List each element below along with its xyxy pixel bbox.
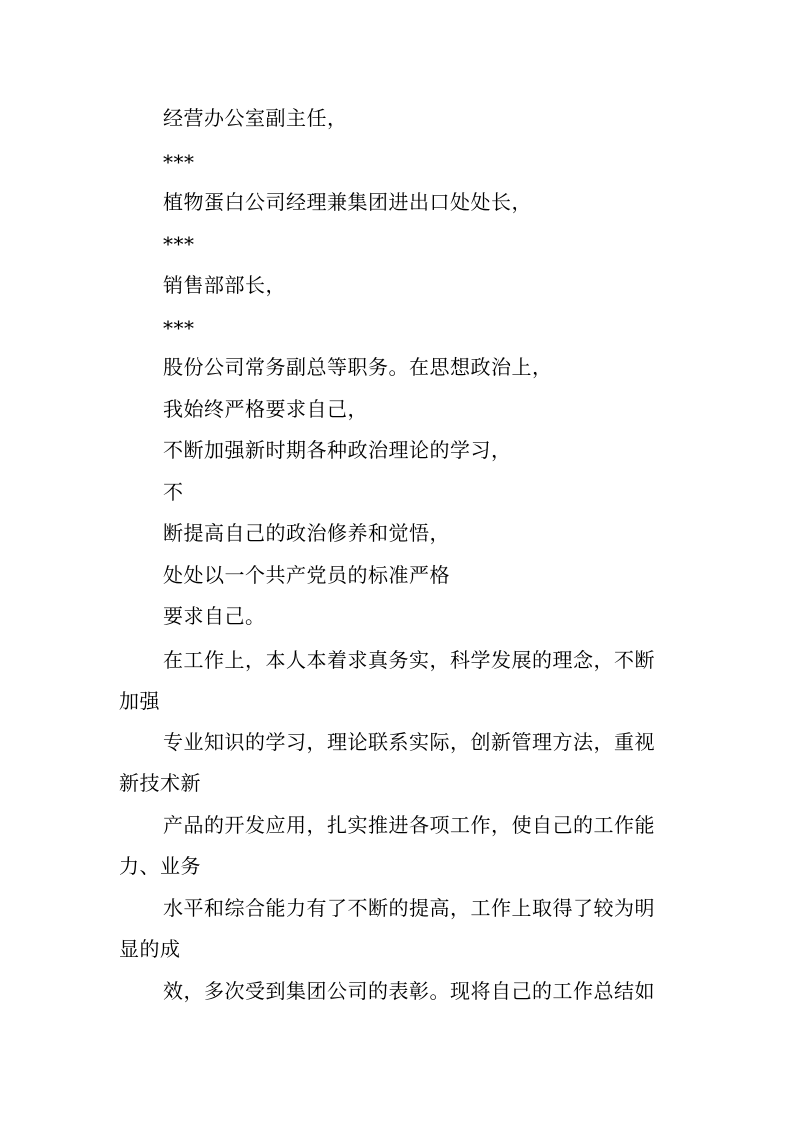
text-line: 产品的开发应用，扎实推进各项工作，使自己的工作能 bbox=[163, 813, 655, 837]
text-line: 经营办公室副主任， bbox=[163, 106, 348, 130]
text-line: 显的成 bbox=[119, 937, 181, 961]
text-line: *** bbox=[163, 316, 195, 340]
text-line: 股份公司常务副总等职务。在思想政治上， bbox=[163, 355, 553, 379]
text-line: 加强 bbox=[119, 689, 160, 713]
text-line: 要求自己。 bbox=[163, 604, 266, 628]
text-line: 新技术新 bbox=[119, 771, 201, 795]
text-line: 效，多次受到集团公司的表彰。现将自己的工作总结如 bbox=[163, 979, 655, 1003]
text-line: 不 bbox=[163, 480, 184, 504]
text-line: 销售部部长， bbox=[163, 273, 286, 297]
text-line: *** bbox=[163, 150, 195, 174]
text-line: 植物蛋白公司经理兼集团进出口处处长， bbox=[163, 190, 532, 214]
text-line: 不断加强新时期各种政治理论的学习， bbox=[163, 438, 512, 462]
text-line: 专业知识的学习，理论联系实际，创新管理方法，重视 bbox=[163, 730, 655, 754]
text-line: 在工作上，本人本着求真务实，科学发展的理念，不断 bbox=[163, 648, 655, 672]
text-line: 处处以一个共产党员的标准严格 bbox=[163, 563, 450, 587]
text-line: *** bbox=[163, 232, 195, 256]
text-line: 我始终严格要求自己， bbox=[163, 397, 368, 421]
text-line: 水平和综合能力有了不断的提高，工作上取得了较为明 bbox=[163, 896, 655, 920]
text-line: 断提高自己的政治修养和觉悟， bbox=[163, 521, 450, 545]
text-line: 力、业务 bbox=[119, 854, 201, 878]
